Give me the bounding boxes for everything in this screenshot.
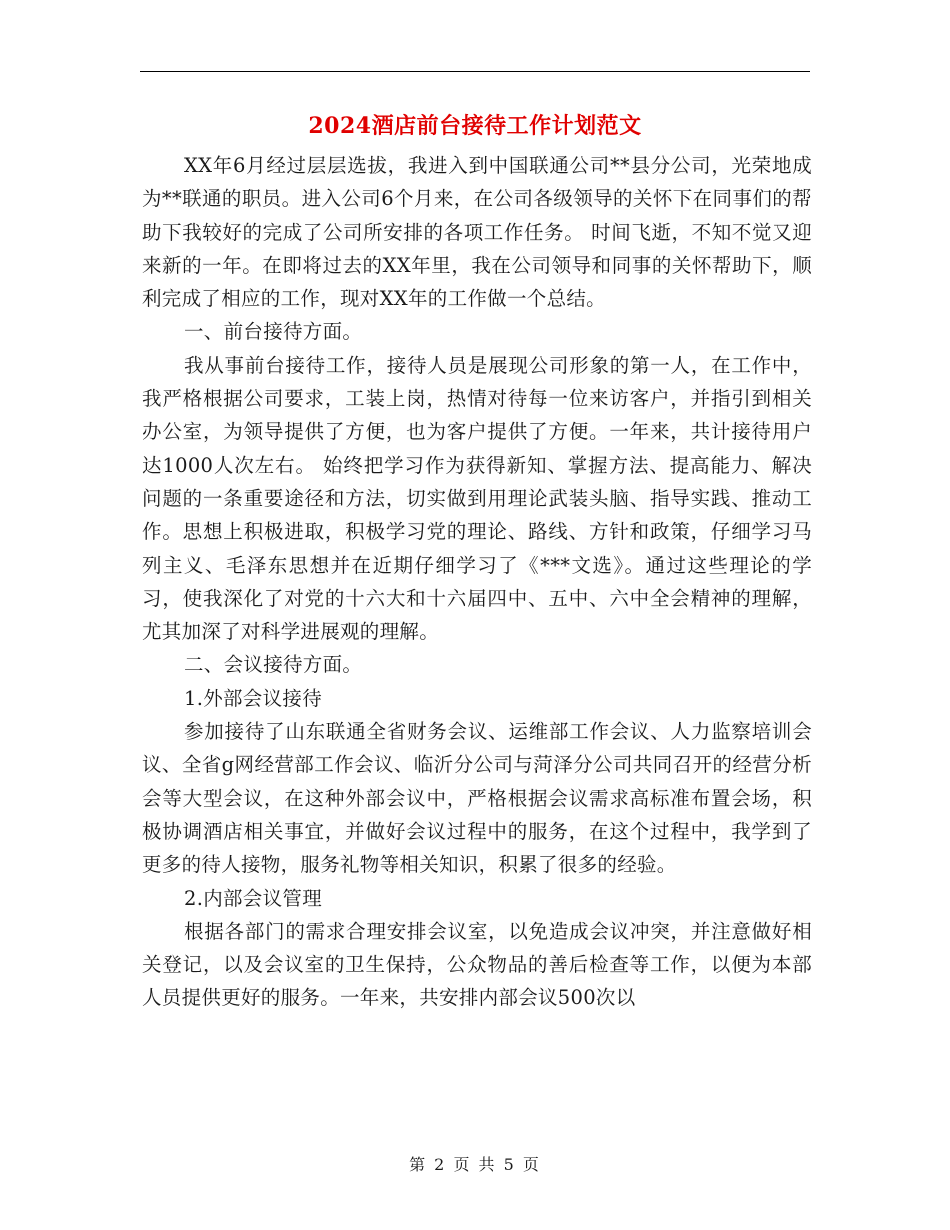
page-footer: 第 2 页 共 5 页: [409, 1155, 541, 1174]
paragraph-intro: XX年6月经过层层选拔，我进入到中国联通公司**县分公司，光荣地成为**联通的职员。进入公司6个月来，在公司各级领导的关怀下在同事们的帮助下我较好的完成了公司所安排的各项工作任务。 时间飞逝，不知不觉又迎来新的一年。在即将过去的XX年里，我在公司领导和同事的关怀帮助下，顺利完成了相应的工作，现对XX年的工作做一个总结。: [142, 154, 812, 311]
document-body: [142, 149, 812, 1015]
paragraph-internal-meetings: 根据各部门的需求合理安排会议室，以免造成会议冲突，并注意做好相关登记，以及会议室的卫生保持，公众物品的善后检查等工作，以便为本部人员提供更好的服务。一年来，共安排内部会议500次以: [142, 919, 812, 1010]
section-heading-meetings: 二、会议接待方面。: [184, 653, 363, 677]
paragraph-reception: 我从事前台接待工作，接待人员是展现公司形象的第一人，在工作中，我严格根据公司要求，工装上岗，热情对待每一位来访客户，并指引到相关办公室，为领导提供了方便，也为客户提供了方便。一年来，共计接待用户达1000人次左右。 始终把学习作为获得新知、掌握方法、提高能力、解决问题的一条重要途径和方法，切实做到用理论武装头脑、指导实践、推动工作。思想上积极进取，积极学习党的理论、路线、方针和政策，仔细学习马列主义、毛泽东思想并在近期仔细学习了《***文选》。通过这些理论的学习，使我深化了对党的十六大和十六届四中、五中、六中全会精神的理解，尤其加深了对科学进展观的理解。: [142, 353, 812, 644]
paragraph-external-meetings: 参加接待了山东联通全省财务会议、运维部工作会议、人力监察培训会议、全省g网经营部工作会议、临沂分公司与菏泽分公司共同召开的经营分析会等大型会议，在这种外部会议中，严格根据会议需求高标准布置会场，积极协调酒店相关事宜，并做好会议过程中的服务，在这个过程中，我学到了更多的待人接物，服务礼物等相关知识，积累了很多的经验。: [142, 720, 812, 877]
section-heading-reception: 一、前台接待方面。: [184, 320, 363, 344]
subheading-internal-meetings: 2.内部会议管理: [184, 886, 323, 910]
header-rule: [140, 71, 810, 72]
document-title: 2024酒店前台接待工作计划范文: [308, 113, 642, 139]
subheading-external-meetings: 1.外部会议接待: [184, 686, 323, 710]
